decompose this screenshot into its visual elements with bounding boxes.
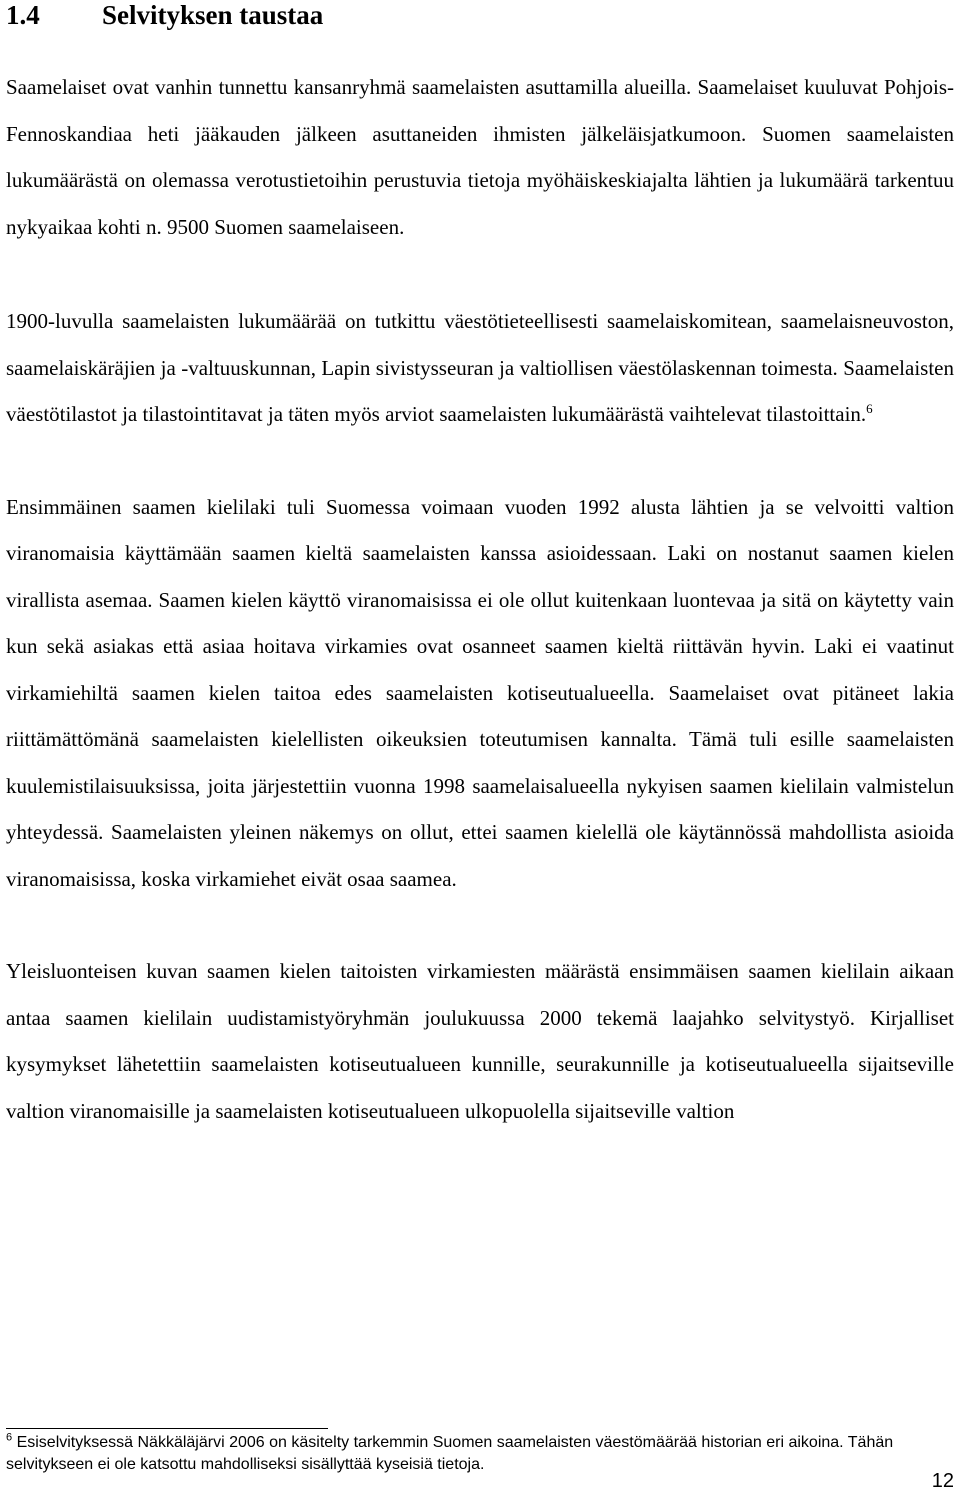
document-page <box>6 0 954 1473</box>
section-heading <box>6 0 954 30</box>
footnote-reference[interactable]: 6 <box>866 401 873 416</box>
paragraph-3: Ensimmäinen saamen kielilaki tuli Suomessa voimaan vuoden 1992 alusta lähtien ja se velvoitti valtion viranomaisia käyttämään saamen kieltä saamelaisten kanssa asioidessaan. Laki on nostanut saamen kielen virallista asemaa. Saamen kielen käyttö viranomaisissa ei ole ollut kuitenkaan luontevaa ja sitä on käytetty vain kun sekä asiakas että asiaa hoitava virkamies ovat osanneet saamen kieltä riittävän hyvin. Laki ei vaatinut virkamiehiltä saamen kielen taitoa edes saamelaisten kotiseutualueella. Saamelaiset ovat pitäneet lakia riittämättömänä saamelaisten kielellisten oikeuksien toteutumisen kannalta. Tämä tuli esille saamelaisten kuulemistilaisuuksissa, joita järjestettiin vuonna 1998 saamelaisalueella nykyisen saamen kielilain valmistelun yhteydessä. Saamelaisten yleinen näkemys on ollut, ettei saamen kielellä ole käytännössä mahdollista asioida viranomaisissa, koska virkamiehet eivät osaa saamea. <box>6 494 954 891</box>
paragraph-2 <box>6 298 954 438</box>
footnote <box>6 1432 906 1476</box>
page-number: 12 <box>931 1470 954 1492</box>
footnote-text: Esiselvityksessä Näkkäläjärvi 2006 on käsitelty tarkemmin Suomen saamelaisten väestömäärää historian eri aikoina. Tähän selvitykseen ei ole katsottu mahdolliseksi sisällyttää kyseisiä tietoja. <box>6 1434 894 1473</box>
paragraph-1: Saamelaiset ovat vanhin tunnettu kansanryhmä saamelaisten asuttamilla alueilla. Saamelaiset kuuluvat Pohjois-Fennoskandiaa heti jääkauden jälkeen asuttaneiden ihmisten jälkeläisjatkumoon. Suomen saamelaisten lukumäärästä on olemassa verotustietoihin perustuvia tietoja myöhäiskeskiajalta lähtien ja lukumäärä tarkentuu nykyaikaa kohti n. 9500 Suomen saamelaiseen. <box>6 75 954 239</box>
paragraph-2-text: 1900-luvulla saamelaisten lukumäärää on tutkittu väestötieteellisesti saamelaiskomitean, saamelaisneuvoston, saamelaiskäräjien ja -valtuuskunnan, Lapin sivistysseuran ja valtiollisen väestölaskennan toimesta. Saamelaisten väestötilastot ja tilastointitavat ja täten myös arviot saamelaisten lukumäärästä vaihtelevat tilastoittain. <box>6 309 954 426</box>
footnote-separator <box>6 1428 328 1429</box>
section-title: Selvityksen taustaa <box>102 0 324 30</box>
section-number: 1.4 <box>6 0 40 30</box>
paragraph-4: Yleisluonteisen kuvan saamen kielen taitoisten virkamiesten määrästä ensimmäisen saamen kielilain aikaan antaa saamen kielilain uudistamistyöryhmän joulukuussa 2000 tekemä laajahko selvitystyö. Kirjalliset kysymykset lähetettiin saamelaisten kotiseutualueen kunnille, seurakunnille ja kotiseutualueella sijaitseville valtion viranomaisille ja saamelaisten kotiseutualueen ulkopuolella sijaitseville valtion <box>6 959 954 1123</box>
footnote-marker: 6 <box>6 1431 13 1444</box>
